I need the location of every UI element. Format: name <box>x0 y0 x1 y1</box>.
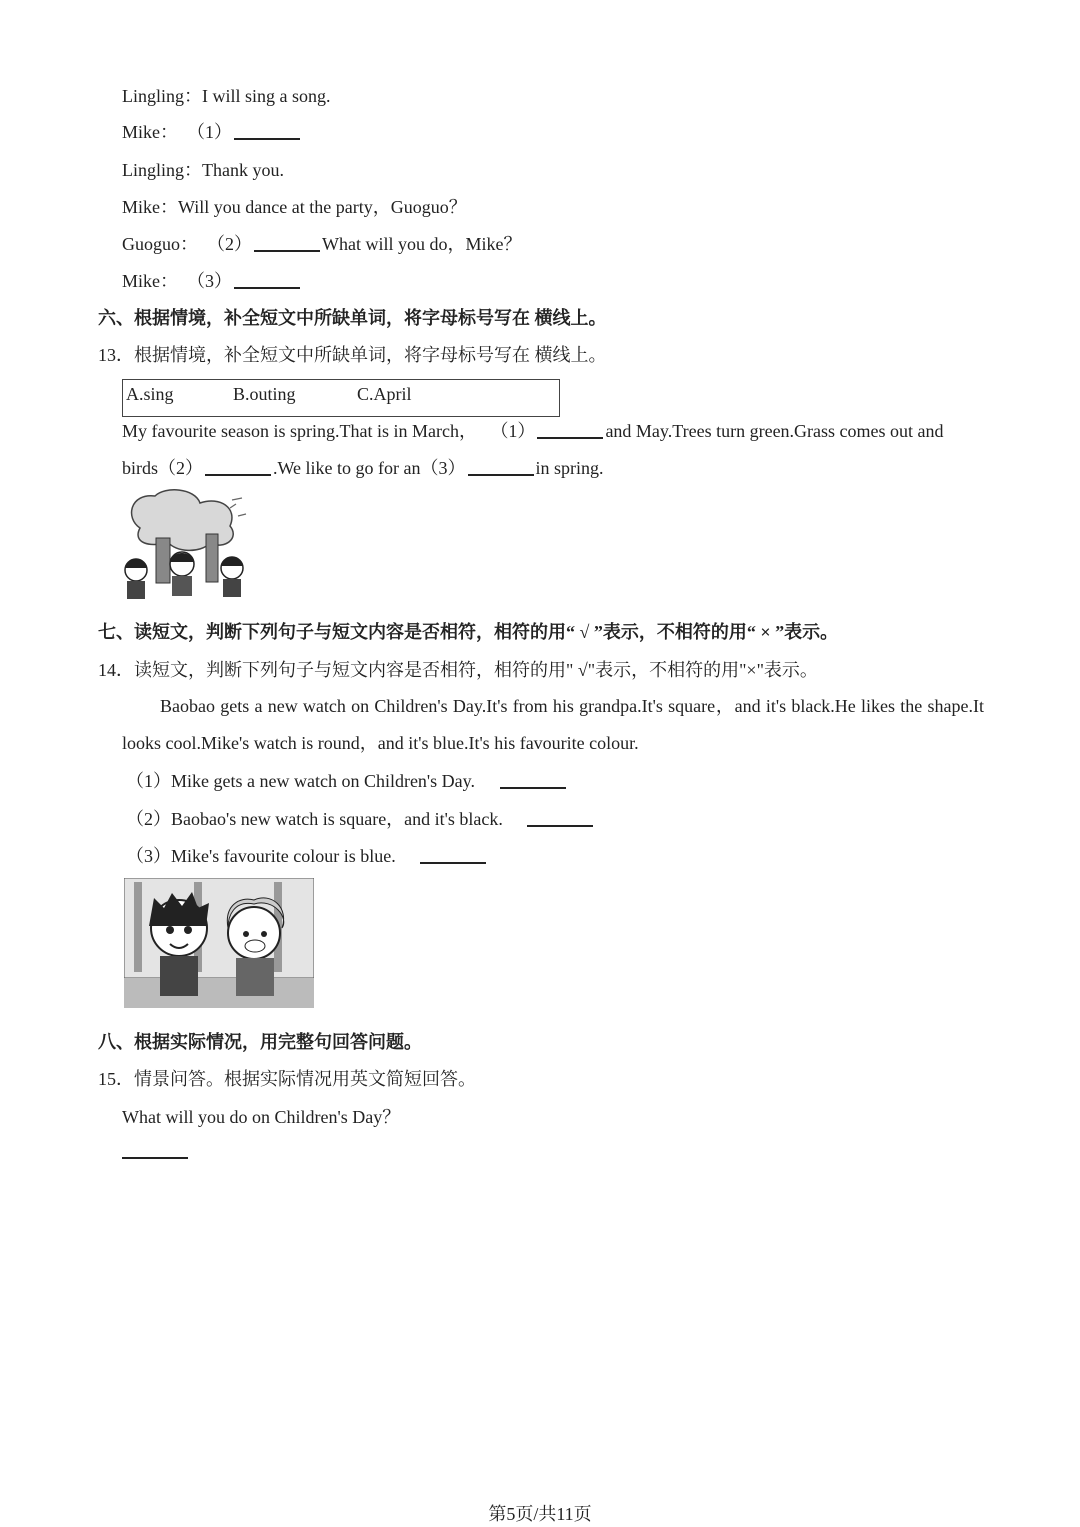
section-heading-7: 七、读短文，判断下列句子与短文内容是否相符，相符的用“ √ ”表示，不相符的用“ × ”表示。 <box>98 622 839 642</box>
passage-text: and May.Trees turn green.Grass comes out and <box>605 421 944 441</box>
passage-13-line-1 <box>122 418 984 444</box>
section-heading-6: 六、根据情境，补全短文中所缺单词，将字母标号写在 横线上。 <box>98 308 607 328</box>
statement-2 <box>126 806 595 832</box>
answer-blank[interactable] <box>254 232 320 252</box>
dialogue-line-1: Lingling：I will sing a song. <box>122 86 331 106</box>
question-14-text: 14．读短文，判断下列句子与短文内容是否相符，相符的用" √"表示，不相符的用"×"表示。 <box>98 660 818 680</box>
option-b: B.outing <box>233 384 296 404</box>
passage-13-line-2 <box>122 455 604 481</box>
blank-number: （3） <box>187 271 232 291</box>
options-box <box>122 379 560 417</box>
blank-number: （1） <box>490 421 536 441</box>
dialogue-line-4: Mike：Will you dance at the party，Guoguo？ <box>122 197 467 217</box>
blank-number: （1） <box>187 122 232 142</box>
dialogue-line-3: Lingling：Thank you. <box>122 160 284 180</box>
answer-line-15 <box>122 1138 188 1164</box>
statement-text: （3）Mike's favourite colour is blue. <box>126 846 396 866</box>
page-number: 第5页/共11页 <box>488 1504 592 1524</box>
option-a: A.sing <box>126 384 174 404</box>
passage-14: Baobao gets a new watch on Children's Day.It's from his grandpa.It's square，and it's black.He likes the shape.It looks cool.Mike's watch is round，and it's blue.It's his favourite colour. <box>122 696 984 753</box>
statement-text: （1）Mike gets a new watch on Children's Day. <box>126 771 476 791</box>
dialogue-line-5 <box>122 231 521 257</box>
blank-number: （2） <box>207 234 252 254</box>
answer-blank[interactable] <box>122 1139 188 1159</box>
answer-blank[interactable] <box>420 844 486 864</box>
kids-outing-illustration <box>120 488 256 606</box>
speaker: Mike： <box>122 122 178 142</box>
speaker: Mike： <box>122 271 178 291</box>
two-kids-illustration <box>124 878 314 1008</box>
answer-blank[interactable] <box>205 456 271 476</box>
answer-blank[interactable] <box>234 269 300 289</box>
dialogue-line-6 <box>122 268 302 294</box>
section-heading-8: 八、根据实际情况，用完整句回答问题。 <box>98 1032 422 1052</box>
question-15-text: 15．情景问答。根据实际情况用英文简短回答。 <box>98 1069 476 1089</box>
statement-3 <box>126 843 488 869</box>
statement-text: （2）Baobao's new watch is square，and it's black. <box>126 809 503 829</box>
passage-text: My favourite season is spring.That is in March， <box>122 421 477 441</box>
answer-blank[interactable] <box>500 769 566 789</box>
answer-blank[interactable] <box>537 419 603 439</box>
question-13-text: 13．根据情境，补全短文中所缺单词，将字母标号写在 横线上。 <box>98 345 607 365</box>
statement-1 <box>126 768 568 794</box>
option-c: C.April <box>357 384 412 404</box>
passage-text: in spring. <box>535 458 604 478</box>
passage-text: .We like to go for an（3） <box>273 458 466 478</box>
answer-blank[interactable] <box>527 807 593 827</box>
dialogue-text: What will you do，Mike？ <box>322 234 522 254</box>
question-15-question: What will you do on Children's Day？ <box>122 1107 401 1127</box>
answer-blank[interactable] <box>468 456 534 476</box>
passage-text: birds（2） <box>122 458 203 478</box>
answer-blank[interactable] <box>234 120 300 140</box>
speaker: Guoguo： <box>122 234 198 254</box>
dialogue-line-2 <box>122 119 302 145</box>
